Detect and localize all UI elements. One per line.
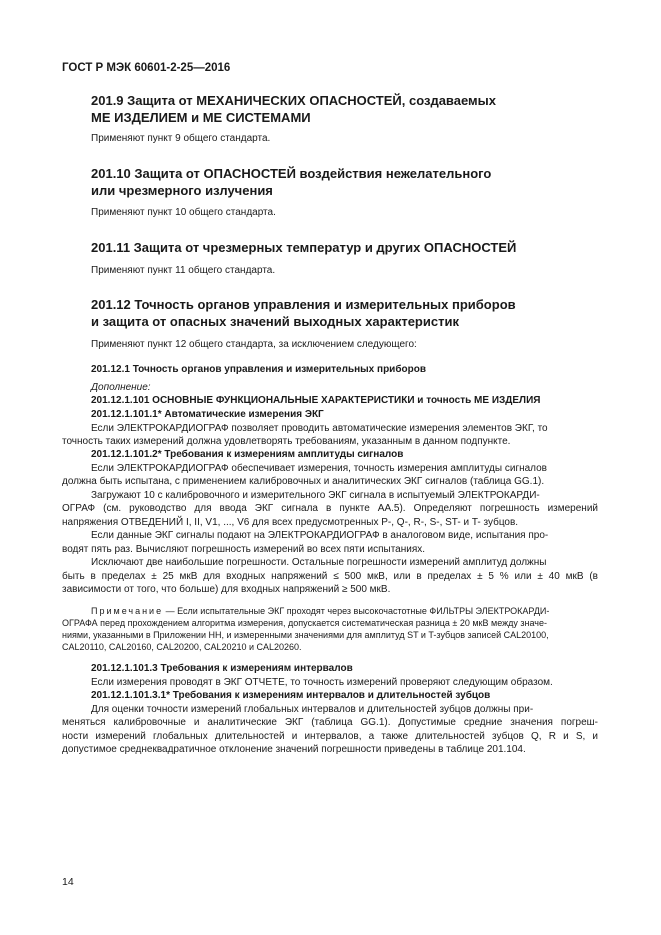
page-number: 14 [62, 876, 74, 888]
subsection-201-12-1-101-3: 201.12.1.101.3 Требования к измерениям интервалов [91, 663, 353, 674]
section-201-9-title: 201.9 Защита от МЕХАНИЧЕСКИХ ОПАСНОСТЕЙ, создаваемых [91, 93, 496, 108]
paragraph-line: меняться калибровочные и аналитические ЭКГ (таблица GG.1). Допустимые средние значения погреш- [62, 717, 598, 728]
subsection-201-12-1-101-3-1: 201.12.1.101.3.1* Требования к измерениям интервалов и длительностей зубцов [91, 690, 491, 701]
paragraph-line: водят пять раз. Вычисляют погрешность измерений во всех пяти испытаниях. [62, 544, 426, 555]
paragraph-line: Если ЭЛЕКТРОКАРДИОГРАФ позволяет проводить автоматические измерения элементов ЭКГ, то [91, 423, 548, 434]
section-201-10-text: Применяют пункт 10 общего стандарта. [91, 207, 276, 218]
paragraph-line: Исключают две наибольшие погрешности. Остальные погрешности измерений амплитуд должны [91, 557, 547, 568]
subsection-201-12-1-101: 201.12.1.101 ОСНОВНЫЕ ФУНКЦИОНАЛЬНЫЕ ХАРАКТЕРИСТИКИ и точность МЕ ИЗДЕЛИЯ [91, 395, 541, 406]
section-201-12-text: Применяют пункт 12 общего стандарта, за исключением следующего: [91, 339, 417, 350]
section-201-12-title-cont: и защита от опасных значений выходных характеристик [91, 314, 459, 329]
addition-label: Дополнение: [91, 382, 151, 393]
note-line: ОГРАФА перед прохождением алгоритма измерения, допускается систематическая разница ± 20 мкВ между значе- [62, 618, 547, 628]
paragraph-line: зависимости от того, что больше) для входных напряжений ≥ 500 мкВ. [62, 584, 391, 595]
section-201-10-title-cont: или чрезмерного излучения [91, 183, 273, 198]
paragraph-line: Если данные ЭКГ сигналы подают на ЭЛЕКТРОКАРДИОГРАФ в аналоговом виде, испытания про- [91, 530, 549, 541]
section-201-10-title: 201.10 Защита от ОПАСНОСТЕЙ воздействия нежелательного [91, 166, 492, 181]
section-201-11-title: 201.11 Защита от чрезмерных температур и других ОПАСНОСТЕЙ [91, 240, 517, 255]
section-201-12-title: 201.12 Точность органов управления и измерительных приборов [91, 297, 516, 312]
note-line: ниями, указанными в Приложении НН, и измеренными значениями для амплитуд ST и T-зубцов записей CAL20100, [62, 630, 549, 640]
paragraph-line: ности измерений глобальных длительностей и интервалов, а также длительностей зубцов Q, R и S, и [62, 731, 598, 742]
paragraph-line: быть в пределах ± 25 мкВ для входных напряжений ≤ 500 мкВ, или в пределах ± 5 % или ± 40 мкВ (в [62, 571, 598, 582]
paragraph-line: напряжения ОТВЕДЕНИЙ I, II, V1, ..., V6 для всех предусмотренных P-, Q-, R-, S-, ST- и T- зубцов. [62, 517, 519, 528]
document-header: ГОСТ Р МЭК 60601-2-25—2016 [62, 62, 231, 74]
note-line: CAL20110, CAL20160, CAL20200, CAL20210 и CAL20260. [62, 642, 302, 652]
note-line [91, 606, 549, 616]
subsection-201-12-1-101-2: 201.12.1.101.2* Требования к измерениям амплитуды сигналов [91, 449, 404, 460]
paragraph-line: Если ЭЛЕКТРОКАРДИОГРАФ обеспечивает измерения, точность измерения амплитуды сигналов [91, 463, 547, 474]
note-text: — Если испытательные ЭКГ проходят через высокочастотные ФИЛЬТРЫ ЭЛЕКТРОКАРДИ- [165, 606, 550, 616]
subsection-201-12-1: 201.12.1 Точность органов управления и измерительных приборов [91, 364, 426, 375]
note-label: Примечание [91, 606, 164, 616]
subsection-201-12-1-101-1: 201.12.1.101.1* Автоматические измерения ЭКГ [91, 409, 324, 420]
paragraph-line: ОГРАФ (см. руководство для ввода ЭКГ сигнала в пункте АА.5). Определяют погрешность измерений [62, 503, 598, 514]
paragraph-line: Загружают 10 с калибровочного и измерительного ЭКГ сигнала в испытуемый ЭЛЕКТРОКАРДИ- [91, 490, 540, 501]
section-201-11-text: Применяют пункт 11 общего стандарта. [91, 265, 276, 276]
section-201-9-title-cont: МЕ ИЗДЕЛИЕМ и МЕ СИСТЕМАМИ [91, 110, 311, 125]
section-201-9-text: Применяют пункт 9 общего стандарта. [91, 133, 271, 144]
paragraph-line: точность таких измерений должна удовлетворять требованиям, указанным в данном подпункте. [62, 436, 511, 447]
paragraph-line: должна быть испытана, с применением калибровочных и аналитических ЭКГ сигналов (таблица GG.1). [62, 476, 545, 487]
paragraph-line: допустимое среднеквадратичное отклонение значений погрешности приведены в таблице 201.104. [62, 744, 526, 755]
paragraph-line: Если измерения проводят в ЭКГ ОТЧЕТЕ, то точность измерений проверяют следующим образом. [91, 677, 553, 688]
paragraph-line: Для оценки точности измерений глобальных интервалов и длительностей зубцов должны при- [91, 704, 534, 715]
